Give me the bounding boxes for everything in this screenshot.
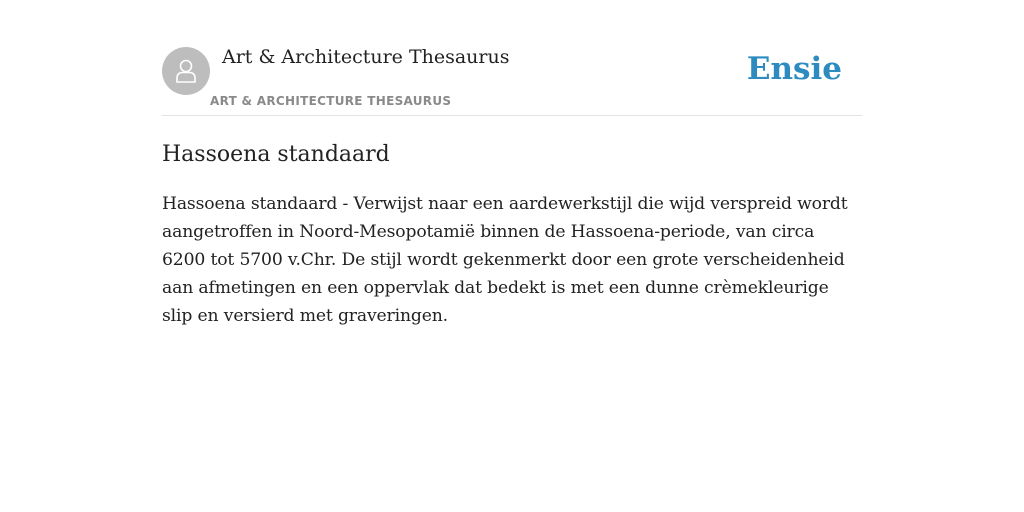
user-silhouette-icon bbox=[171, 56, 201, 86]
avatar[interactable] bbox=[162, 47, 210, 95]
ensie-logo[interactable]: Ensie bbox=[746, 51, 842, 87]
definition-text: Hassoena standaard - Verwijst naar een aardewerkstijl die wijd verspreid wordt aangetroffen in Noord-Mesopotamië binnen de Hassoena-periode, van circa 6200 tot 5700 v.Chr. De stijl wordt gekenmerkt door een grote verscheidenheid aan afmetingen en een oppervlak dat bedekt is met een dunne crèmekleurige slip en versierd met graveringen. bbox=[162, 194, 848, 326]
author-name[interactable]: Art & Architecture Thesaurus bbox=[222, 46, 510, 68]
author-subtitle: ART & ARCHITECTURE THESAURUS bbox=[210, 94, 452, 108]
definition-card bbox=[162, 40, 862, 330]
page-title: Hassoena standaard bbox=[162, 142, 390, 167]
card-header bbox=[162, 40, 862, 116]
